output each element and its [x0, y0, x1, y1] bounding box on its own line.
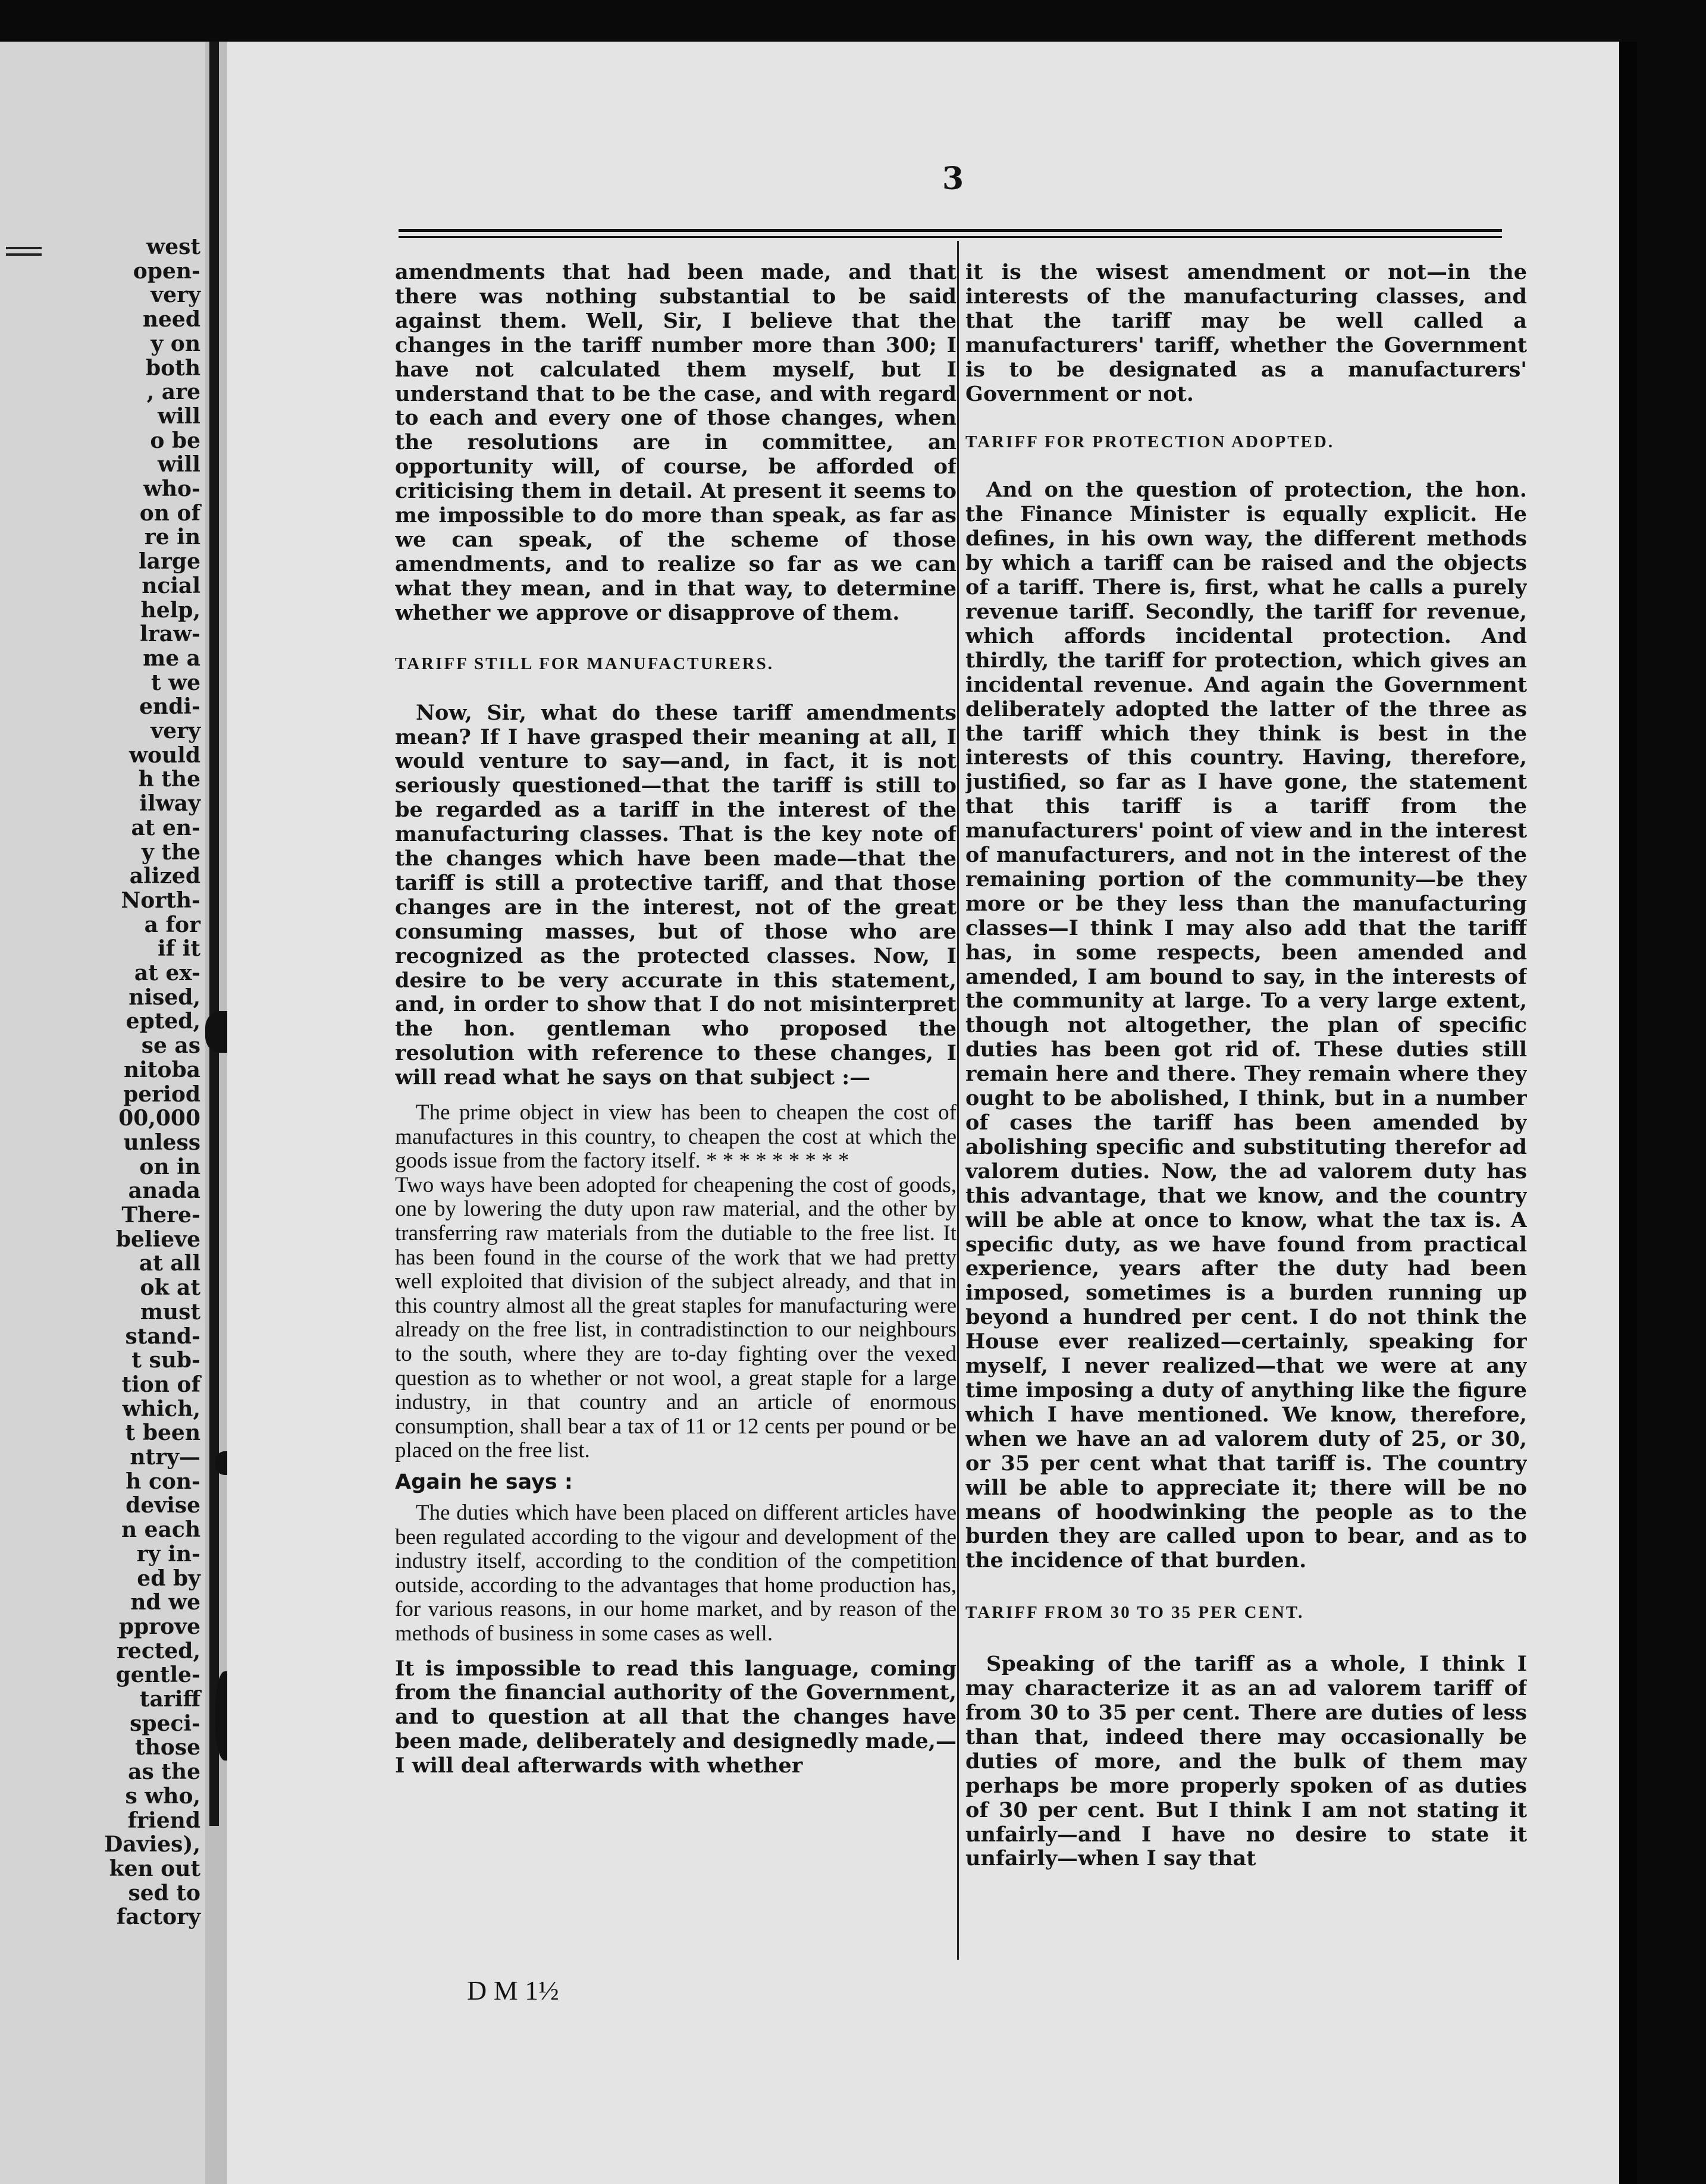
left-page-fragment: factory	[116, 1904, 200, 1930]
left-page-fragment: h the	[138, 767, 200, 792]
left-page-rule	[6, 253, 42, 256]
left-page-fragment: tion of	[121, 1372, 200, 1397]
left-page-fragment: sed to	[128, 1880, 200, 1906]
left-page-fragment: se as	[141, 1033, 200, 1059]
left-page-fragment: t sub-	[131, 1348, 200, 1373]
left-page-fragment: stand-	[125, 1323, 200, 1349]
left-page-fragment: s who,	[125, 1783, 200, 1809]
left-page-fragment: must	[140, 1299, 200, 1325]
left-page-fragment: if it	[158, 936, 200, 962]
col2-paragraph-1: it is the wisest amendment or not—in the interests of the manufacturing classes, and that the tariff may be well called a manufacturers' tariff, whether the Government is to be designated as a manufacturers' Government or not.	[965, 261, 1527, 406]
left-page-fragment: ry in-	[136, 1541, 200, 1567]
col1-paragraph-1: amendments that had been made, and that there was nothing substantial to be said against them. Well, Sir, I believe that the changes in the tariff number more than 300; I have not calculated them myself, but I understand that to be the case, and with regard to each and every one of those changes, when the resolutions are in committee, an opportunity will, of course, be afforded of criticising them in detail. At present it seems to me impossible to do more than speak, as far as we can speak, of the scheme of those amendments, and to realize so far as we can what they mean, and in that way, to determine whether we approve or disapprove of them.	[395, 261, 957, 625]
left-page-fragment: on of	[139, 500, 200, 526]
left-page-fragment: unless	[123, 1129, 200, 1155]
left-page-fragment: me a	[143, 645, 200, 671]
left-page-rule	[6, 247, 42, 249]
left-page-fragment: period	[123, 1081, 200, 1107]
left-page-fragment: nd we	[130, 1590, 200, 1615]
left-page-fragment: ntry—	[130, 1445, 200, 1470]
footer-signature-mark: D M 1½	[467, 1975, 559, 2006]
left-page-fragment: which,	[122, 1396, 200, 1422]
page-number: 3	[942, 161, 964, 197]
left-page-fragment: Davies),	[104, 1832, 200, 1857]
left-page-fragment: y on	[150, 331, 200, 356]
left-page-fragment: open-	[133, 258, 200, 284]
left-page-fragment: endi-	[139, 694, 200, 720]
left-page-fragment: pprove	[118, 1614, 200, 1639]
header-rule-top	[399, 229, 1502, 232]
left-page-fragment: very	[150, 718, 200, 743]
left-page-fragment: a for	[144, 912, 200, 937]
left-page-fragment: believe	[115, 1226, 200, 1252]
left-page-fragment: ilway	[139, 791, 200, 817]
col2-paragraph-2: And on the question of protection, the hon. the Finance Minister is equally explicit. He defines, in his own way, the different methods by which a tariff can be raised and the objects of a tariff. There is, first, what he calls a purely revenue tariff. Secondly, the tariff for revenue, which affords incidental protection. And thirdly, the tariff for protection, which gives an incidental revenue. And again the Government deliberately adopted the latter of the three as the tariff which they think is best in the interests of this country. Having, therefore, justified, so far as I have gone, the statement that this tariff is a tariff from the manufacturers' point of view and in the interest of manufacturers, and not in the interest of the remaining portion of the community—be they more or be they less than the manufacturing classes—I think I may also add that the tariff has, in some respects, been amended and amended, I am bound to say, in the interests of the community at large. To a very large extent, though not altogether, the plan of specific duties has been got rid of. These duties still remain here and there. They remain where they ought to be abolished, I think, but in a number of cases the tariff has been amended by abolishing specific and substituting therefor ad valorem duties. Now, the ad valorem duty has this advantage, that we know, and the country will be able at once to know, what the tax is. A specific duty, as we have found from practical experience, years after the duty had been imposed, sometimes is a burden running up beyond a hundred per cent. I do not think the House ever realized—certainly, speaking for myself, I never realized—that we were at any time imposing a duty of anything like the figure which I have mentioned. We know, therefore, when we have an ad valorem duty of 25, or 30, or 35 per cent what that tariff is. The country will be able to appreciate it; there will be no means of hoodwinking the people as to the burden they are called upon to bear, and as to the incidence of that burden.	[965, 478, 1527, 1573]
left-page-fragment: ken out	[109, 1856, 200, 1881]
left-page-fragment: ncial	[142, 573, 200, 598]
left-page-fragment: t we	[150, 670, 200, 695]
column-divider	[957, 241, 959, 1960]
left-page-fragment: will	[157, 452, 200, 478]
left-page-fragment: ok at	[140, 1275, 200, 1301]
col1-paragraph-2: Now, Sir, what do these tariff amendments mean? If I have grasped their meaning at all, I would venture to say—and, in fact, it is not seriously questioned—that the tariff is still to be regarded as a tariff in the interest of the manufacturing classes. That is the key note of the changes which have been made—that the tariff is still a protective tariff, and that those changes are in the interest, not of the great consuming masses, but of those who are recognized as the protected classes. Now, I desire to be very accurate in this statement, and, in order to show that I do not misinterpret the hon. gentleman who proposed the resolution with reference to these changes, I will read what he says on that subject :—	[395, 700, 957, 1090]
left-page-fragment: very	[150, 283, 200, 308]
col1-paragraph-3: It is impossible to read this language, coming from the financial authority of the Government, and to question at all that the changes have been made, deliberately and designedly made,—I will deal afterwards with whether	[395, 1656, 957, 1778]
left-page-fragment: nitoba	[124, 1057, 200, 1082]
col1-heading-1: TARIFF STILL FOR MANUFACTURERS.	[395, 654, 774, 673]
left-page-fragment: n each	[121, 1517, 200, 1543]
left-page-fragment: at ex-	[134, 961, 200, 986]
left-page-fragment: will	[157, 403, 200, 429]
left-page-fragment: , are	[146, 379, 200, 405]
left-page-fragment: alized	[129, 864, 200, 889]
left-page-fragment: speci-	[130, 1711, 200, 1736]
left-page-fragment: h con-	[126, 1468, 200, 1494]
left-page-fragment: on in	[139, 1154, 200, 1179]
left-page-fragment: ed by	[137, 1565, 200, 1591]
binding-spine	[209, 42, 219, 1826]
col2-heading-1: TARIFF FOR PROTECTION ADOPTED.	[965, 432, 1335, 452]
left-page-fragment: those	[135, 1735, 200, 1761]
left-page-fragment: North-	[121, 887, 200, 913]
header-rule-bottom	[399, 236, 1502, 238]
column-right	[965, 261, 1527, 1968]
col1-quote-2: Two ways have been adopted for cheapening the cost of goods, one by lowering the duty upon raw material, and the other by transferring raw materials from the dutiable to the free list. It has been found in the course of the work that we had pretty well exploited that division of the subject already, and that in this country almost all the great staples for manufacturing were already on the free list, in contradistinction to our neighbours to the south, where they are to-day fighting over the vexed question as to whether or not wool, a great staple for a large industry, in that country and an article of enormous consumption, shall bear a tax of 11 or 12 cents per pound or be placed on the free list.	[395, 1172, 957, 1463]
col1-quote-3: The duties which have been placed on different articles have been regulated according to the vigour and development of the industry itself, according to the condition of the competition outside, according to the advantages that home production has, for various reasons, in our home market, and by reason of the methods of business in some cases as well.	[395, 1501, 957, 1646]
left-page-fragment: gentle-	[115, 1662, 200, 1688]
left-page-fragment: epted,	[126, 1009, 200, 1034]
left-page-fragment: anada	[128, 1178, 200, 1204]
left-page-fragment: nised,	[128, 984, 200, 1010]
page-right-edge	[1619, 42, 1637, 2184]
left-page-fragment: west	[146, 234, 200, 259]
left-page-fragment: at en-	[131, 815, 200, 840]
left-page-fragment: as the	[128, 1759, 200, 1785]
col2-paragraph-3: Speaking of the tariff as a whole, I think I may characterize it as an ad valorem tariff of from 30 to 35 per cent. There are duties of less than that, indeed there may occasionally be duties of more, and the bulk of them may perhaps be more properly spoken of as duties of 30 per cent. But I think I am not stating it unfairly—and I have no desire to state it unfairly—when I say that	[965, 1652, 1527, 1871]
left-page-fragment: at all	[139, 1251, 200, 1276]
left-page-fragment: y the	[141, 839, 200, 865]
left-page-fragment: devise	[126, 1493, 200, 1518]
col2-heading-2: TARIFF FROM 30 TO 35 PER CENT.	[965, 1603, 1304, 1623]
left-page-fragment: help,	[140, 597, 200, 623]
left-page-fragment: large	[138, 549, 200, 575]
left-page-fragment: 00,000	[118, 1106, 200, 1131]
left-page-fragment: lraw-	[140, 622, 200, 647]
left-page-fragment: tariff	[139, 1687, 200, 1712]
left-page-fragment: t been	[125, 1420, 200, 1446]
column-left	[395, 261, 957, 1968]
left-page-fragment: re in	[144, 525, 200, 550]
col1-quote-1: The prime object in view has been to cheapen the cost of manufactures in this country, to cheapen the cost at which the goods issue from the factory itself. * * * * * * * * *	[395, 1100, 957, 1173]
left-page-fragment: There-	[121, 1203, 200, 1228]
left-page-fragment: who-	[143, 476, 200, 501]
left-page-fragment: need	[142, 307, 200, 332]
left-page-fragment: both	[146, 355, 200, 381]
col1-again-he-says: Again he says :	[395, 1470, 573, 1494]
left-page-fragment: o be	[150, 428, 200, 453]
left-page-fragment: friend	[127, 1808, 200, 1833]
left-page-edge	[0, 42, 205, 2184]
left-page-fragment: would	[128, 742, 200, 768]
left-page-fragment: rected,	[116, 1638, 200, 1664]
